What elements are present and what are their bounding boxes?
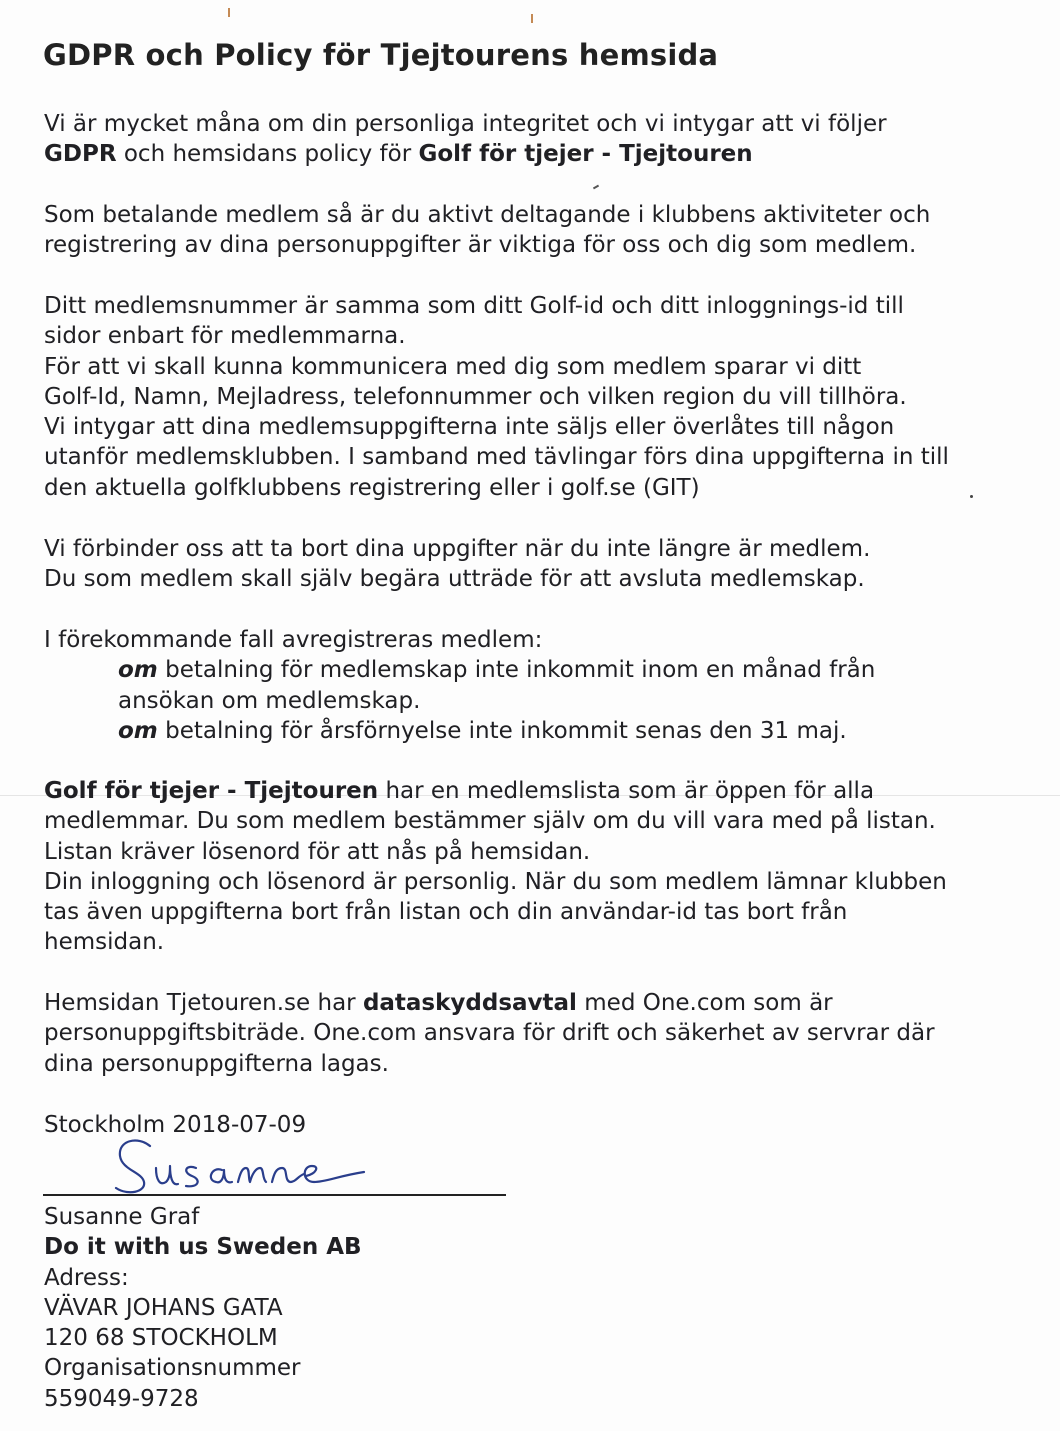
om-emphasis: om [118,717,158,744]
ids-line: Golf-Id, Namn, Mejladress, telefonnummer och vilken region du vill tillhöra. [44,383,907,410]
club-name-bold: Golf för tjejer - Tjejtouren [418,141,753,168]
intro-line-2 [44,139,887,169]
signer-company: Do it with us Sweden AB [44,1234,362,1261]
signer-block [44,1202,362,1414]
signature-line [43,1194,506,1196]
data-protection-bold: dataskyddsavtal [362,990,577,1016]
hosting-line-1-text-2: med One.com som är [576,990,833,1016]
dereg-heading: I förekommande fall avregistreras medlem: [44,627,543,653]
list-line-6: hemsidan. [44,929,165,956]
intro-line-1: Vi är mycket måna om din personliga integritet och vi intygar att vi följer [44,111,887,137]
address-postal: 120 68 STOCKHOLM [44,1325,278,1352]
ids-line: den aktuella golfklubbens registrering eller i golf.se (GIT) [44,474,700,501]
ids-line: utanför medlemsklubben. I samband med tävlingar förs dina uppgifterna in till [44,444,949,471]
hosting-line-2: personuppgiftsbiträde. One.com ansvara för drift och säkerhet av servrar där [44,1020,935,1047]
document-title: GDPR och Policy för Tjejtourens hemsida [43,38,719,72]
member-paragraph [44,200,930,261]
dereg-condition-2-text: betalning för årsförnyelse inte inkommit senas den 31 maj. [157,717,847,744]
dereg-condition-2 [44,716,875,746]
list-line-4: Din inloggning och lösenord är personlig. När du som medlem lämnar klubben [44,868,947,895]
gdpr-bold: GDPR [44,141,117,168]
dereg-condition-1 [44,655,875,685]
intro-paragraph [44,109,887,170]
removal-paragraph [44,534,870,595]
member-line-2: registrering av dina personuppgifter är viktiga för oss och dig som medlem. [44,232,917,259]
member-line-1: Som betalande medlem så är du aktivt deltagande i klubbens aktiviteter och [44,202,931,228]
deregistration-paragraph [44,625,875,746]
list-line-2: medlemmar. Du som medlem bestämmer själv om du vill vara med på listan. [44,808,936,835]
handwritten-signature [112,1132,382,1200]
dereg-condition-1-cont: ansökan om medlemskap. [118,687,421,714]
club-name-bold: Golf för tjejer - Tjejtouren [44,778,379,804]
om-emphasis: om [118,657,158,684]
hosting-paragraph [44,988,935,1079]
list-line-1 [44,776,947,806]
removal-line-2: Du som medlem skall själv begära utträde för att avsluta medlemskap. [44,566,865,593]
ids-line: För att vi skall kunna kommunicera med dig som medlem sparar vi ditt [44,353,862,380]
intro-line-2-text: och hemsidans policy för [116,141,419,168]
ids-line: Vi intygar att dina medlemsuppgifterna inte säljs eller överlåtes till någon [44,414,895,441]
hosting-line-1-text: Hemsidan Tjetouren.se har [44,990,363,1016]
hosting-line-3: dina personuppgifterna lagas. [44,1050,389,1077]
address-street: VÄVAR JOHANS GATA [44,1294,283,1321]
list-line-5: tas även uppgifterna bort från listan och din användar-id tas bort från [44,899,848,926]
ids-line: Ditt medlemsnummer är samma som ditt Golf-id och ditt inloggnings-id till [44,293,904,319]
place-date-text: Stockholm 2018-07-09 [44,1112,307,1138]
list-line-1-text: har en medlemslista som är öppen för alla [378,778,875,804]
org-number-label: Organisationsnummer [44,1355,301,1382]
address-label: Adress: [44,1264,129,1291]
org-number: 559049-9728 [44,1385,199,1412]
ids-line: sidor enbart för medlemmarna. [44,323,406,350]
ids-paragraph [44,291,949,503]
dereg-condition-1-text: betalning för medlemskap inte inkommit inom en månad från [157,657,876,684]
member-list-paragraph [44,776,947,958]
list-line-3: Listan kräver lösenord för att nås på hemsidan. [44,838,591,865]
hosting-line-1 [44,988,935,1018]
removal-line-1: Vi förbinder oss att ta bort dina uppgifter när du inte längre är medlem. [44,536,871,562]
signer-name: Susanne Graf [44,1204,200,1230]
